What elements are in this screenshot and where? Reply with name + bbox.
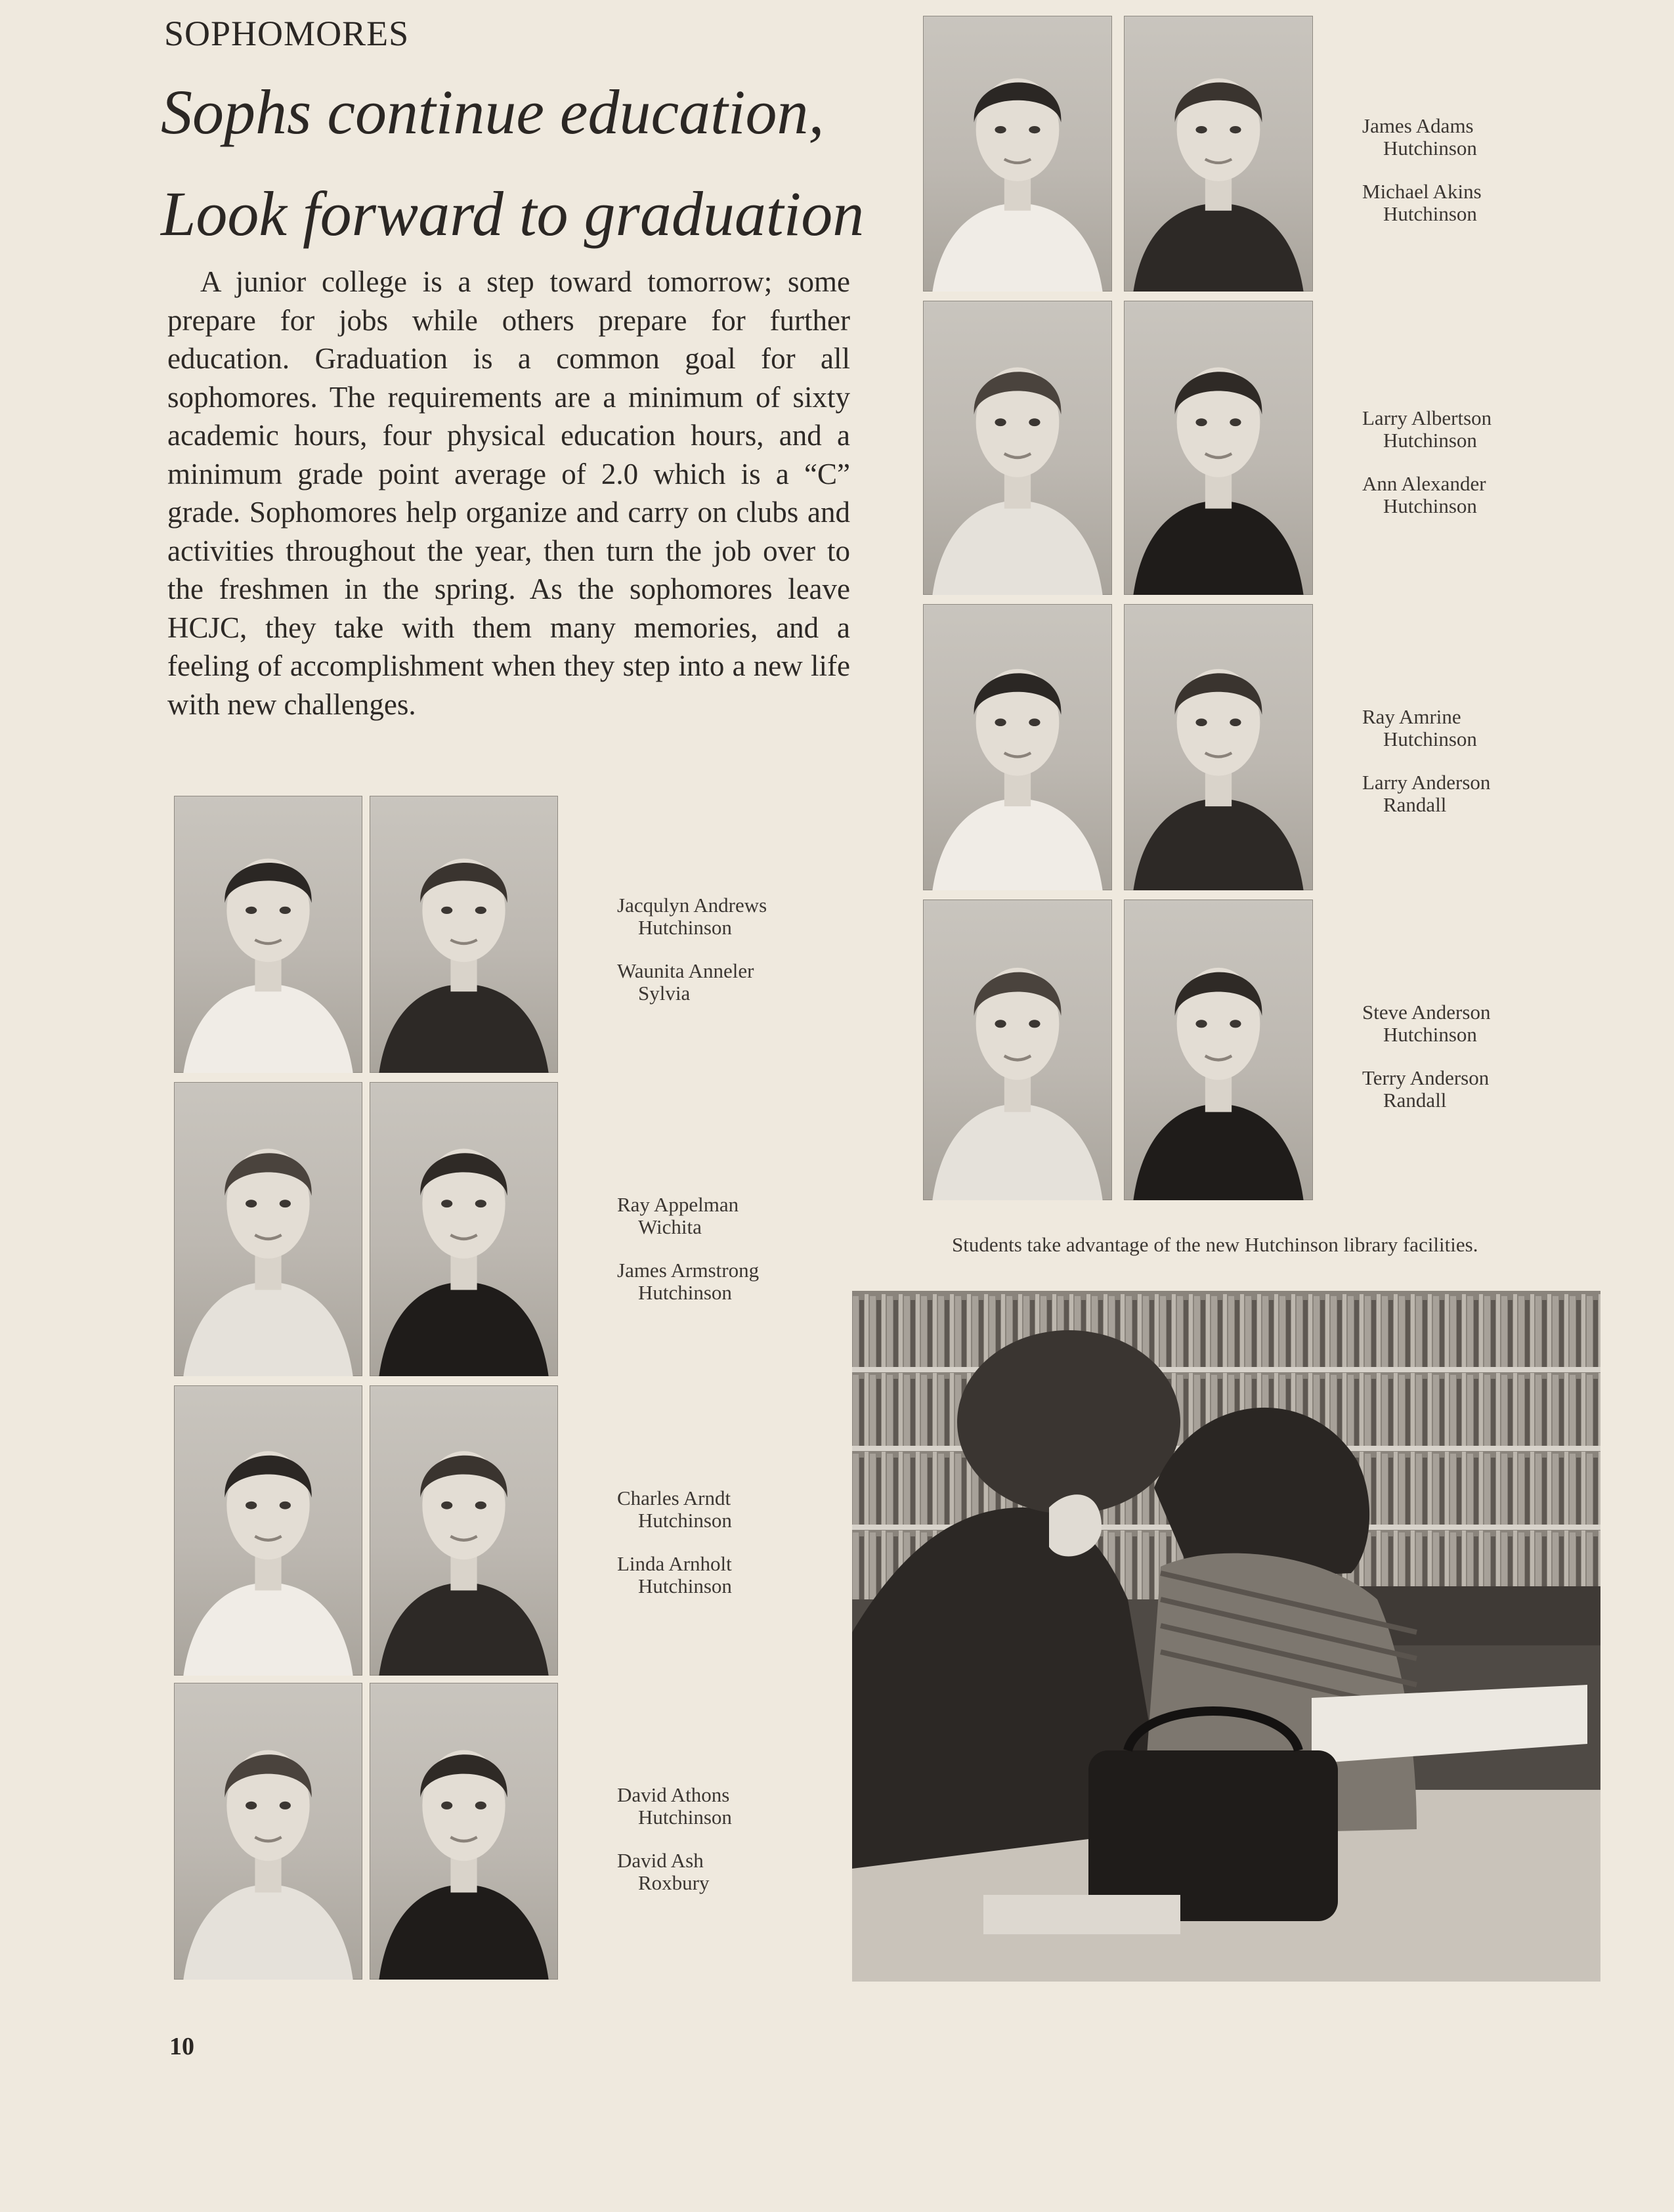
student-hometown: Hutchinson (1383, 137, 1477, 160)
student-entry (1362, 407, 1492, 452)
section-label: SOPHOMORES (164, 14, 410, 53)
name-group-right-4 (1362, 1001, 1490, 1133)
student-name: Ray Appelman (617, 1193, 739, 1216)
left-portrait-photo (370, 1683, 558, 1980)
left-portrait-photo (174, 1082, 362, 1376)
right-portrait-photo (923, 604, 1112, 890)
student-name: Larry Albertson (1362, 406, 1492, 429)
student-entry (1362, 115, 1482, 160)
right-portrait-photo (1124, 301, 1313, 595)
headline-line-2: Look forward to graduation (161, 179, 865, 249)
right-portrait-photo (1124, 16, 1313, 292)
student-entry (617, 1784, 732, 1829)
student-name: Charles Arndt (617, 1486, 731, 1509)
student-hometown: Hutchinson (1383, 202, 1477, 225)
student-entry (1362, 1067, 1490, 1112)
right-portrait-photo (923, 900, 1112, 1200)
student-hometown: Randall (1383, 793, 1447, 816)
student-name: Waunita Anneler (617, 959, 754, 982)
left-portrait-photo (174, 796, 362, 1073)
name-group-right-1 (1362, 115, 1482, 246)
student-name: Larry Anderson (1362, 771, 1491, 794)
student-entry (617, 1259, 759, 1304)
student-entry (1362, 473, 1492, 517)
student-name: Michael Akins (1362, 180, 1482, 203)
right-portrait-photo (923, 16, 1112, 292)
name-group-right-3 (1362, 706, 1490, 837)
student-name: Jacqulyn Andrews (617, 894, 767, 917)
student-hometown: Hutchinson (638, 1806, 732, 1829)
student-hometown: Hutchinson (1383, 1023, 1477, 1046)
left-portrait-photo (370, 1385, 558, 1676)
right-portrait-photo (1124, 604, 1313, 890)
student-name: Linda Arnholt (617, 1552, 732, 1575)
student-hometown: Hutchinson (1383, 429, 1477, 452)
student-hometown: Hutchinson (638, 1574, 732, 1597)
student-hometown: Hutchinson (1383, 494, 1477, 517)
left-portrait-photo (174, 1385, 362, 1676)
student-entry (1362, 706, 1490, 750)
student-entry (617, 894, 767, 939)
student-name: David Ash (617, 1849, 704, 1872)
page-number: 10 (169, 2033, 194, 2060)
student-hometown: Hutchinson (1383, 727, 1477, 750)
name-group-left-2 (617, 1194, 759, 1325)
name-group-left-3 (617, 1487, 732, 1618)
student-entry (617, 960, 767, 1005)
intro-paragraph: A junior college is a step toward tomorrow; some prepare for jobs while others prepare for further education. Graduation is a common goal for all sophomores. The requirements are a minimum of sixty academic hours, four physical education hours, and a minimum grade point average of 2.0 which is a “C” grade. Sophomores help organize and carry on clubs and activities throughout the year, then turn the job over to the freshmen in the spring. As the sophomores leave HCJC, they take with them many memories, and a feeling of accomplishment when they step into a new life with new challenges. (167, 265, 850, 721)
student-hometown: Sylvia (638, 982, 691, 1005)
student-name: Ray Amrine (1362, 705, 1461, 728)
student-entry (1362, 771, 1490, 816)
student-entry (617, 1850, 732, 1894)
student-hometown: Hutchinson (638, 1281, 732, 1304)
student-name: David Athons (617, 1783, 730, 1806)
student-name: Steve Anderson (1362, 1001, 1491, 1024)
student-name: Ann Alexander (1362, 472, 1486, 495)
student-hometown: Randall (1383, 1089, 1447, 1112)
student-name: James Adams (1362, 114, 1474, 137)
right-portrait-photo (1124, 900, 1313, 1200)
student-entry (1362, 181, 1482, 225)
student-name: James Armstrong (617, 1259, 760, 1282)
left-portrait-photo (174, 1683, 362, 1980)
left-portrait-photo (370, 1082, 558, 1376)
name-group-left-1 (617, 894, 767, 1026)
student-entry (1362, 1001, 1490, 1046)
name-group-right-2 (1362, 407, 1492, 538)
student-entry (617, 1194, 759, 1238)
student-entry (617, 1487, 732, 1532)
name-group-left-4 (617, 1784, 732, 1915)
student-name: Terry Anderson (1362, 1066, 1490, 1089)
left-portrait-photo (370, 796, 558, 1073)
student-hometown: Hutchinson (638, 1509, 732, 1532)
library-photo-image (852, 1291, 1600, 1982)
headline-line-1: Sophs continue education, (161, 77, 825, 147)
library-photo-caption: Students take advantage of the new Hutchinson library facilities. (952, 1233, 1478, 1256)
library-photo (852, 1291, 1600, 1982)
student-hometown: Hutchinson (638, 916, 732, 939)
right-portrait-photo (923, 301, 1112, 595)
student-hometown: Roxbury (638, 1871, 710, 1894)
student-hometown: Wichita (638, 1215, 702, 1238)
student-entry (617, 1553, 732, 1597)
